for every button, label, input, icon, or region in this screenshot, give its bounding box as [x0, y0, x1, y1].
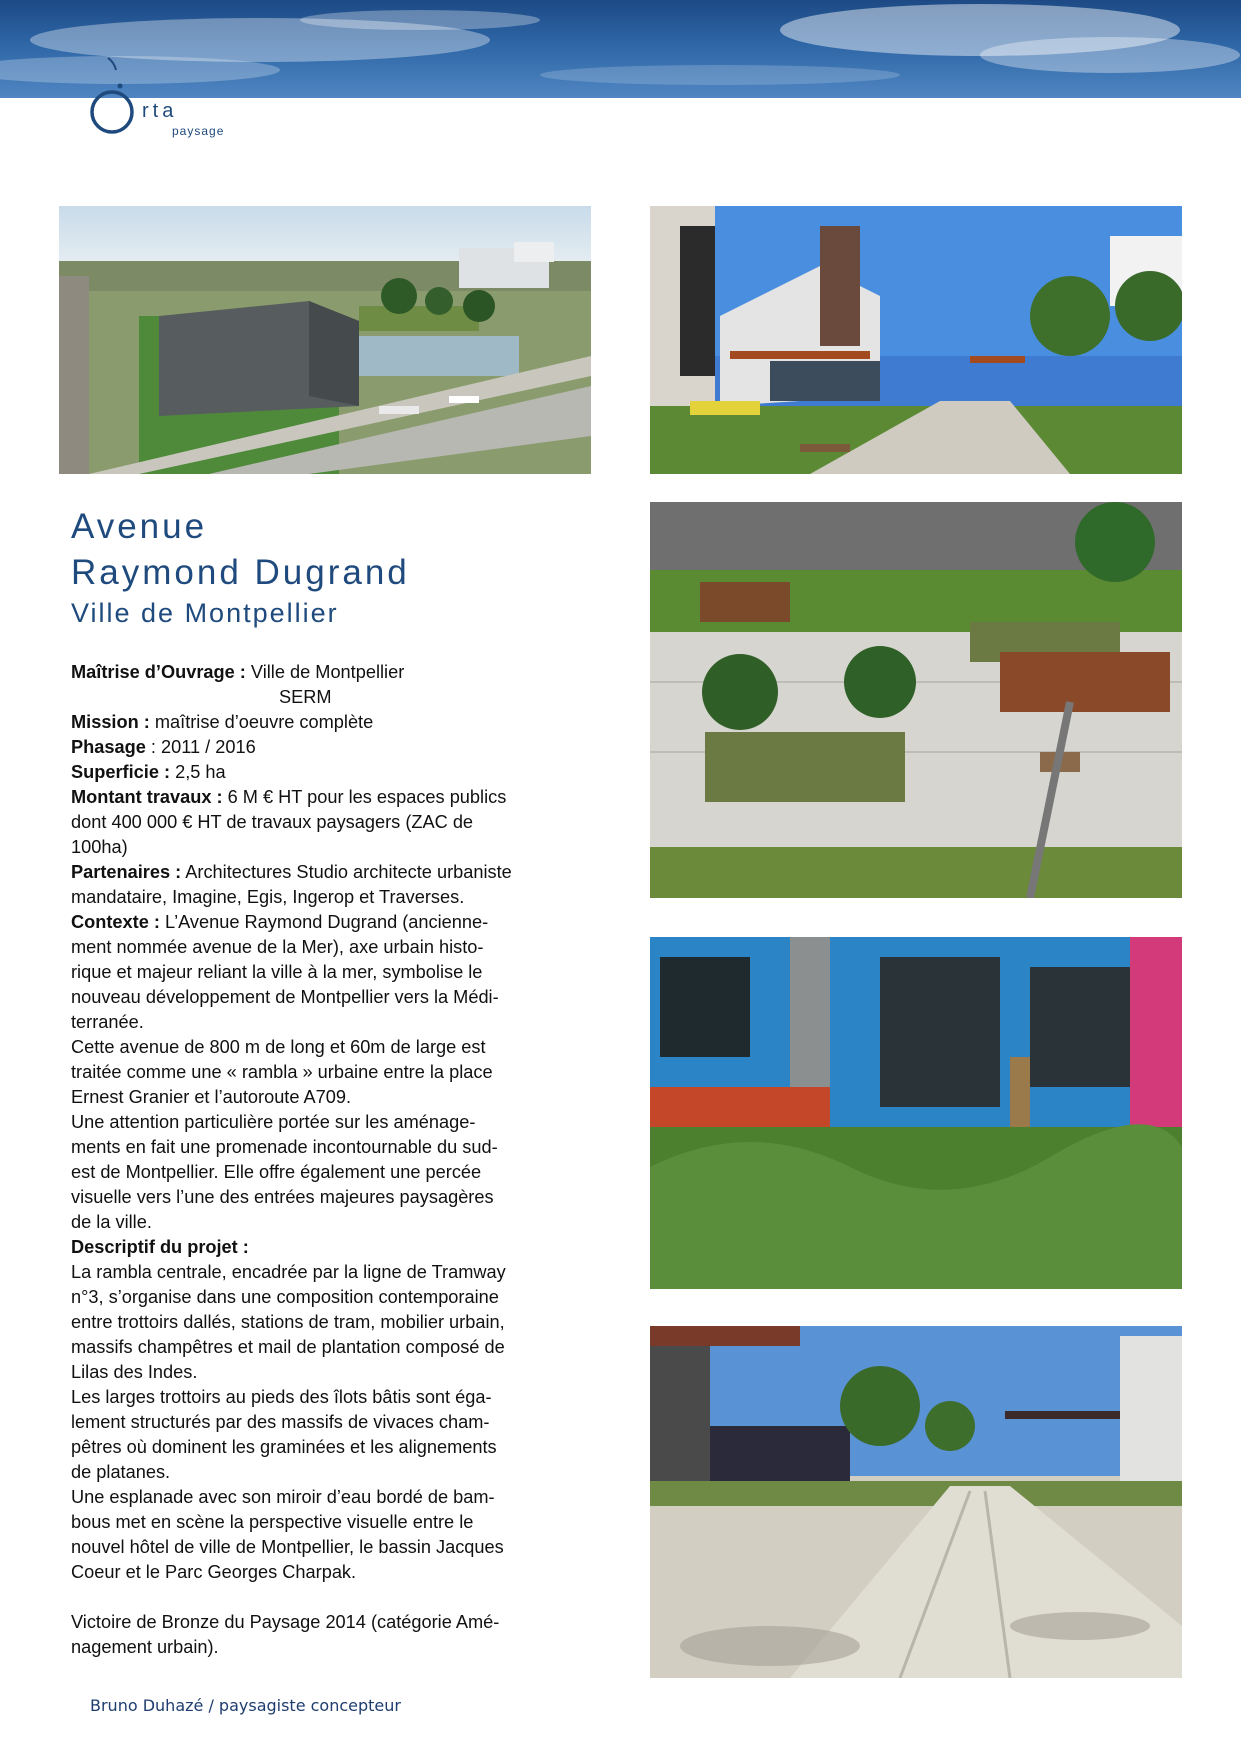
descriptif-line-7: pêtres où dominent les graminées et les alignements: [71, 1437, 497, 1457]
contexte-line-3: nouveau développement de Montpellier vers la Médi-: [71, 987, 499, 1007]
phasage-row: [71, 735, 591, 760]
photo-tram-station: [650, 206, 1182, 474]
descriptif-line-4: Lilas des Indes.: [71, 1362, 198, 1382]
contexte-line-5: Cette avenue de 800 m de long et 60m de large est: [71, 1037, 486, 1057]
contexte-row: [71, 910, 591, 935]
partenaires-label: Partenaires :: [71, 862, 182, 882]
maitrise-row: [71, 660, 591, 685]
superficie-value: 2,5 ha: [170, 762, 226, 782]
descriptif-line-9: Une esplanade avec son miroir d’eau bordé de bam-: [71, 1487, 495, 1507]
title-line-1: Avenue: [71, 507, 208, 546]
descriptif-line-12: Coeur et le Parc Georges Charpak.: [71, 1562, 357, 1582]
maitrise-value-2: SERM: [279, 687, 332, 707]
mission-value: maîtrise d’oeuvre complète: [149, 712, 374, 732]
phasage-label: Phasage: [71, 737, 146, 757]
footer-credit: Bruno Duhazé / paysagiste concepteur: [90, 1696, 401, 1715]
contexte-line-2: rique et majeur reliant la ville à la mer, symbolise le: [71, 962, 483, 982]
contexte-line-10: est de Montpellier. Elle offre également une percée: [71, 1162, 482, 1182]
montant-line-1: dont 400 000 € HT de travaux paysagers (ZAC de: [71, 812, 474, 832]
maitrise-value: Ville de Montpellier: [245, 662, 405, 682]
photo-tram-grasses: [650, 937, 1182, 1289]
montant-label: Montant travaux :: [71, 787, 223, 807]
descriptif-label: Descriptif du projet :: [71, 1237, 249, 1257]
contexte-line-12: de la ville.: [71, 1212, 152, 1232]
contexte-line-6: traitée comme une « rambla » urbaine entre la place: [71, 1062, 493, 1082]
photo-promenade: [650, 1326, 1182, 1678]
photo-plaza-overhead: [650, 502, 1182, 898]
contexte-line-7: Ernest Granier et l’autoroute A709.: [71, 1087, 352, 1107]
partenaires-line-1: mandataire, Imagine, Egis, Ingerop et Traverses.: [71, 887, 465, 907]
orta-logo: [80, 56, 250, 146]
contexte-line-11: visuelle vers l’une des entrées majeures paysagères: [71, 1187, 494, 1207]
title-line-2: Raymond Dugrand: [71, 553, 410, 592]
contexte-line-4: terranée.: [71, 1012, 144, 1032]
logo-sub: paysage: [172, 124, 225, 138]
descriptif-line-6: lement structurés par des massifs de vivaces cham-: [71, 1412, 490, 1432]
descriptif-line-3: massifs champêtres et mail de plantation composé de: [71, 1337, 505, 1357]
descriptif-line-0: La rambla centrale, encadrée par la ligne de Tramway: [71, 1262, 506, 1282]
montant-line-0: 6 M € HT pour les espaces publics: [222, 787, 507, 807]
montant-row: [71, 785, 591, 810]
superficie-label: Superficie :: [71, 762, 171, 782]
descriptif-line-1: n°3, s’organise dans une composition contemporaine: [71, 1287, 499, 1307]
superficie-row: [71, 760, 591, 785]
contexte-line-9: ments en fait une promenade incontournable du sud-: [71, 1137, 498, 1157]
contexte-line-1: ment nommée avenue de la Mer), axe urbain histo-: [71, 937, 484, 957]
descriptif-line-11: nouvel hôtel de ville de Montpellier, le bassin Jacques: [71, 1537, 504, 1557]
spacer: [71, 1585, 591, 1610]
award-line-1: nagement urbain).: [71, 1637, 219, 1657]
contexte-label: Contexte :: [71, 912, 160, 932]
mission-label: Mission :: [71, 712, 150, 732]
contexte-line-0: L’Avenue Raymond Dugrand (ancienne-: [159, 912, 489, 932]
descriptif-line-5: Les larges trottoirs au pieds des îlots bâtis sont éga-: [71, 1387, 492, 1407]
logo-text: rta: [142, 100, 178, 122]
montant-line-2: 100ha): [71, 837, 128, 857]
descriptif-line-10: bous met en scène la perspective visuelle entre le: [71, 1512, 474, 1532]
project-title: [71, 504, 410, 630]
contexte-line-8: Une attention particulière portée sur les aménage-: [71, 1112, 476, 1132]
partenaires-row: [71, 860, 591, 885]
phasage-value: : 2011 / 2016: [145, 737, 256, 757]
award-line-0: Victoire de Bronze du Paysage 2014 (catégorie Amé-: [71, 1612, 500, 1632]
project-description: [71, 660, 591, 1660]
descriptif-line-8: de platanes.: [71, 1462, 171, 1482]
descriptif-label-row: [71, 1235, 591, 1260]
descriptif-line-2: entre trottoirs dallés, stations de tram, mobilier urbain,: [71, 1312, 505, 1332]
partenaires-line-0: Architectures Studio architecte urbaniste: [181, 862, 512, 882]
mission-row: [71, 710, 591, 735]
maitrise-label: Maîtrise d’Ouvrage :: [71, 662, 246, 682]
title-city: Ville de Montpellier: [71, 598, 339, 628]
photo-aerial-avenue: [59, 206, 591, 474]
